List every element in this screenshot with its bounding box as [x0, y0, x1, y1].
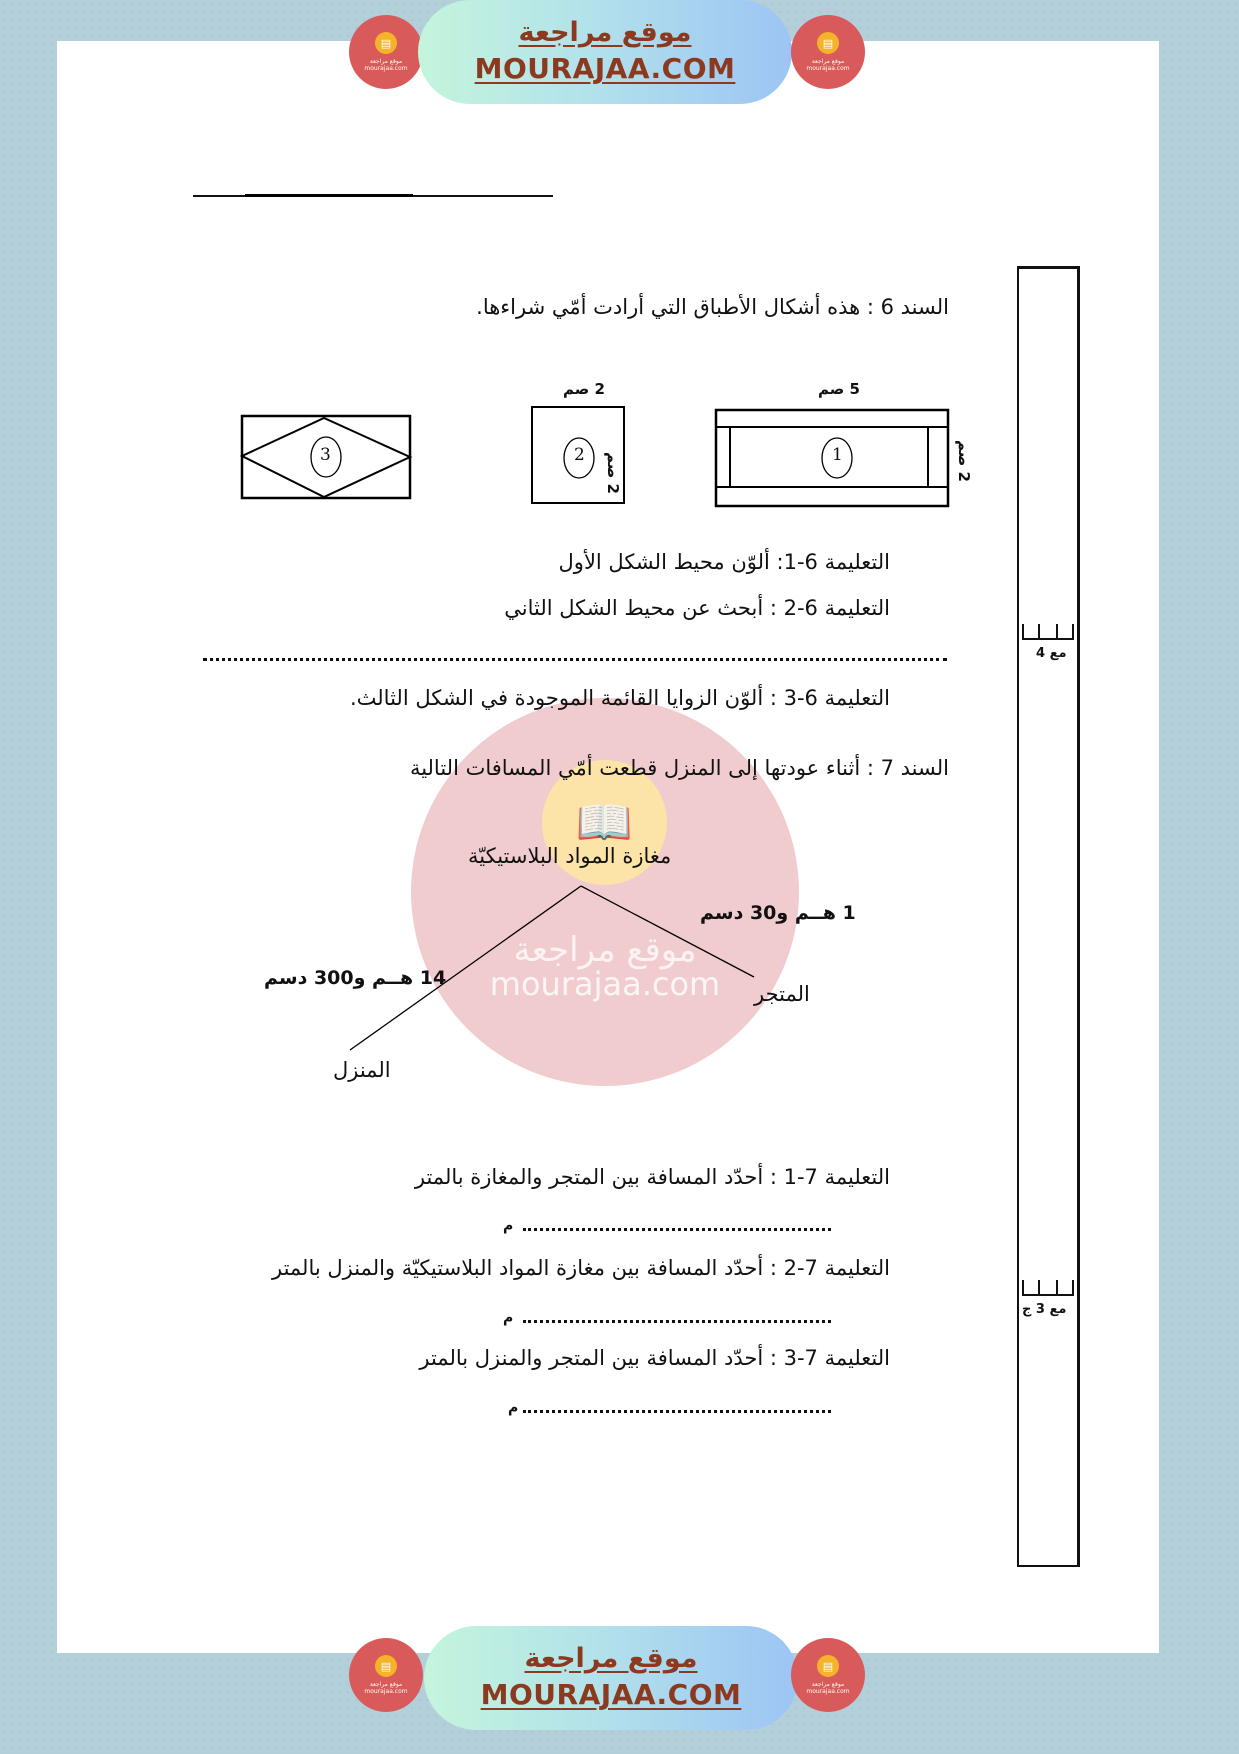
shape-1-number: 1: [832, 445, 843, 465]
criterion-1-label: مع 4: [1036, 646, 1067, 661]
label-distance-store-shop: 1 هــم و30 دسم: [700, 902, 856, 924]
label-plastic-shop: مغازة المواد البلاستيكيّة: [468, 844, 672, 868]
watermark-book-icon: 📖: [542, 760, 667, 885]
top-banner: [0, 0, 1239, 110]
book-icon: ▤: [375, 32, 397, 54]
answer-line-6-2[interactable]: [203, 658, 947, 661]
site-arabic-title: موقع مراجعة: [518, 17, 692, 48]
site-link-pill[interactable]: [424, 1626, 798, 1730]
shape-2-height-label: 2 صم: [604, 452, 622, 494]
criterion-2-label: مع 3 ج: [1022, 1302, 1067, 1317]
site-name: MOURAJAA.COM: [480, 1678, 742, 1711]
grading-margin-column: [1017, 266, 1080, 1567]
instruction-7-2: التعليمة 7-2 : أحدّد المسافة بين مغازة المواد البلاستيكيّة والمنزل بالمتر: [271, 1256, 890, 1280]
instruction-6-3: التعليمة 6-3 : ألوّن الزوايا القائمة الموجودة في الشكل الثالث.: [349, 686, 890, 710]
path-shop-store: [581, 886, 754, 977]
shape-1-width-label: 5 صم: [818, 380, 860, 398]
site-logo-badge-right[interactable]: [791, 1638, 865, 1712]
label-store: المتجر: [754, 982, 810, 1006]
site-name: MOURAJAA.COM: [474, 52, 736, 85]
section-7-title: السند 7 : أثناء عودتها إلى المنزل قطعت أمّي المسافات التالية: [409, 756, 949, 780]
book-icon: ▤: [375, 1655, 397, 1677]
shape-2-number: 2: [574, 445, 585, 465]
watermark-arabic: موقع مراجعة: [513, 930, 697, 970]
section-6-title: السند 6 : هذه أشكال الأطباق التي أرادت أمّي شراءها.: [476, 295, 949, 319]
label-home: المنزل: [333, 1058, 391, 1082]
site-link-pill[interactable]: [418, 0, 792, 104]
shape-2-width-label: 2 صم: [563, 380, 605, 398]
instruction-7-1: التعليمة 7-1 : أحدّد المسافة بين المتجر والمغازة بالمتر: [414, 1165, 890, 1189]
instruction-6-1: التعليمة 6-1: ألوّن محيط الشكل الأول: [558, 550, 890, 574]
score-boxes-criterion-2: [1022, 1280, 1074, 1296]
book-icon: ▤: [817, 1655, 839, 1677]
unit-7-1: م: [503, 1218, 514, 1234]
badge-caption: موقع مراجعة mourajaa.com: [364, 1681, 408, 1695]
site-logo-badge-left[interactable]: [349, 15, 423, 89]
badge-caption: موقع مراجعة mourajaa.com: [364, 58, 408, 72]
unit-7-2: م: [503, 1310, 514, 1326]
answer-line-7-2[interactable]: [523, 1320, 831, 1323]
instruction-6-2: التعليمة 6-2 : أبحث عن محيط الشكل الثاني: [504, 596, 890, 620]
answer-line-7-3[interactable]: [523, 1410, 831, 1413]
score-boxes-criterion-1: [1022, 624, 1074, 640]
site-logo-badge-left[interactable]: [349, 1638, 423, 1712]
watermark-latin: mourajaa.com: [489, 965, 721, 1003]
unit-7-3: م: [508, 1400, 519, 1416]
shape-3-number: 3: [320, 445, 331, 465]
shape-1-height-label: 2 صم: [955, 440, 973, 482]
book-icon: ▤: [817, 32, 839, 54]
site-logo-badge-right[interactable]: [791, 15, 865, 89]
label-distance-shop-home: 14 هــم و300 دسم: [264, 967, 447, 989]
instruction-7-3: التعليمة 7-3 : أحدّد المسافة بين المتجر والمنزل بالمتر: [419, 1346, 890, 1370]
header-rule: [193, 195, 553, 197]
badge-caption: موقع مراجعة mourajaa.com: [806, 58, 850, 72]
site-arabic-title: موقع مراجعة: [524, 1643, 698, 1674]
badge-caption: موقع مراجعة mourajaa.com: [806, 1681, 850, 1695]
bottom-banner: [0, 1622, 1239, 1732]
answer-line-7-1[interactable]: [523, 1228, 831, 1231]
